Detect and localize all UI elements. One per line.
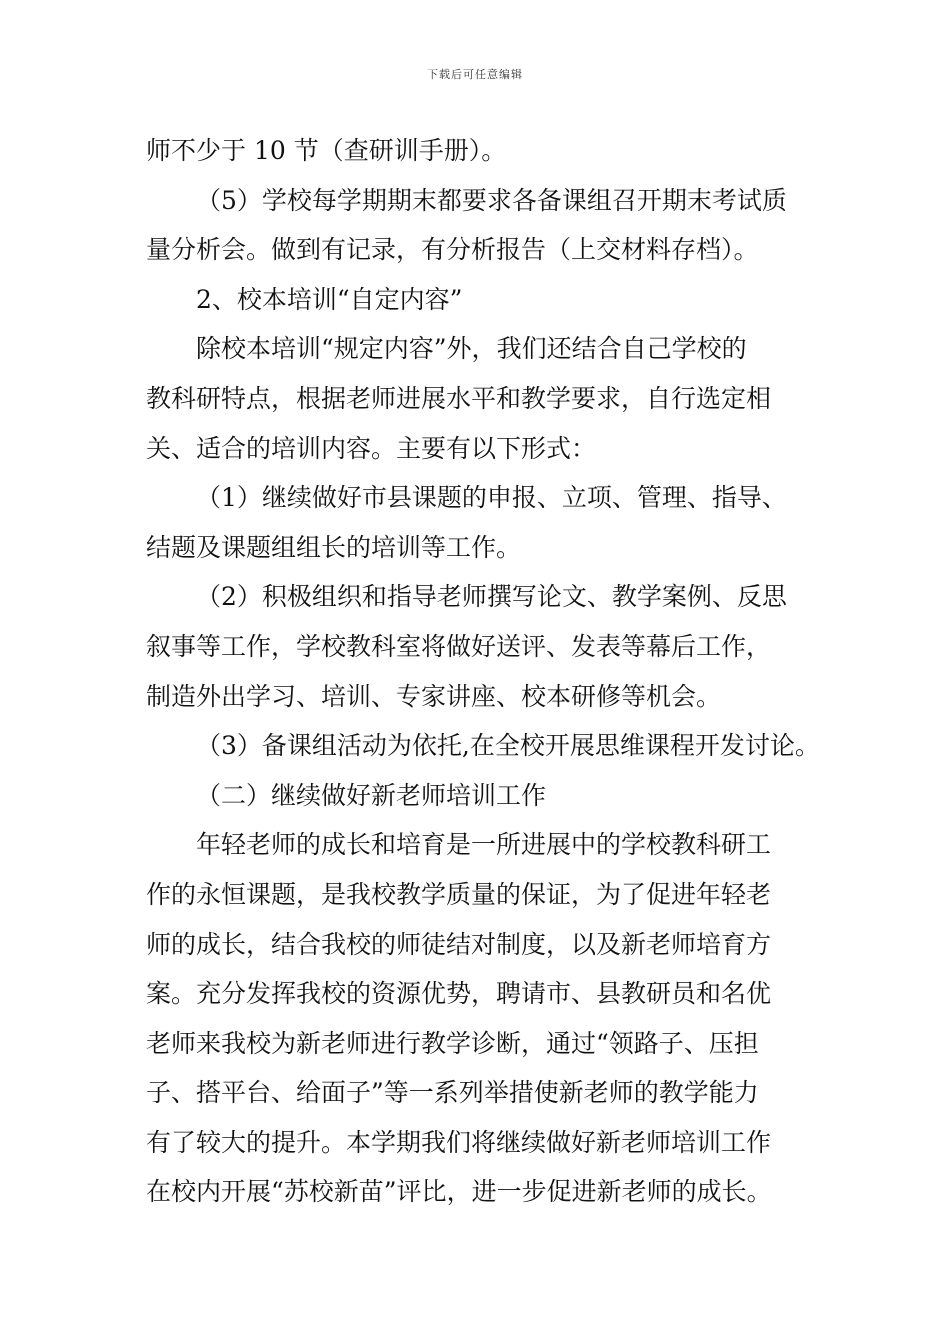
document-body [146, 126, 820, 1217]
text-line: 子、搭平台、给面子”等一系列举措使新老师的教学能力 [146, 1078, 759, 1108]
text-line: （5）学校每学期期末都要求各备课组召开期末考试质 [196, 185, 787, 215]
text-line: 师不少于 10 节（查研训手册）。 [146, 136, 507, 165]
text-line: 年轻老师的成长和培育是一所进展中的学校教科研工 [196, 830, 772, 860]
text-line: （3）备课组活动为依托,在全校开展思维课程开发讨论。 [196, 731, 820, 761]
text-line: 关、适合的培训内容。主要有以下形式： [146, 433, 597, 463]
text-line: 制造外出学习、培训、专家讲座、校本研修等机会。 [146, 681, 722, 711]
text-line: 除校本培训“规定内容”外，我们还结合自己学校的 [196, 334, 747, 364]
text-line: （1）继续做好市县课题的申报、立项、管理、指导、 [196, 483, 787, 513]
text-line: 叙事等工作，学校教科室将做好送评、发表等幕后工作， [146, 631, 772, 661]
text-line: 在校内开展“苏校新苗”评比，进一步促进新老师的成长。 [146, 1177, 772, 1207]
text-line: 师的成长，结合我校的师徒结对制度，以及新老师培育方 [146, 929, 772, 959]
text-line: 案。充分发挥我校的资源优势，聘请市、县教研员和名优 [146, 979, 772, 1009]
page-header: 下载后可任意编辑 [427, 68, 523, 81]
text-line: 量分析会。做到有记录，有分析报告（上交材料存档）。 [146, 235, 759, 265]
text-line: 老师来我校为新老师进行教学诊断，通过“领路子、压担 [146, 1028, 759, 1058]
text-line: 结题及课题组组长的培训等工作。 [146, 532, 522, 562]
text-line: 作的永恒课题，是我校教学质量的保证，为了促进年轻老 [146, 879, 772, 909]
text-line: 教科研特点，根据老师进展水平和教学要求，自行选定相 [146, 383, 772, 413]
text-line: 有了较大的提升。本学期我们将继续做好新老师培训工作 [146, 1127, 772, 1157]
section-heading: 2、校本培训“自定内容” [196, 284, 463, 314]
text-line: （2）积极组织和指导老师撰写论文、教学案例、反思 [196, 582, 787, 612]
section-heading: （二）继续做好新老师培训工作 [196, 780, 547, 810]
